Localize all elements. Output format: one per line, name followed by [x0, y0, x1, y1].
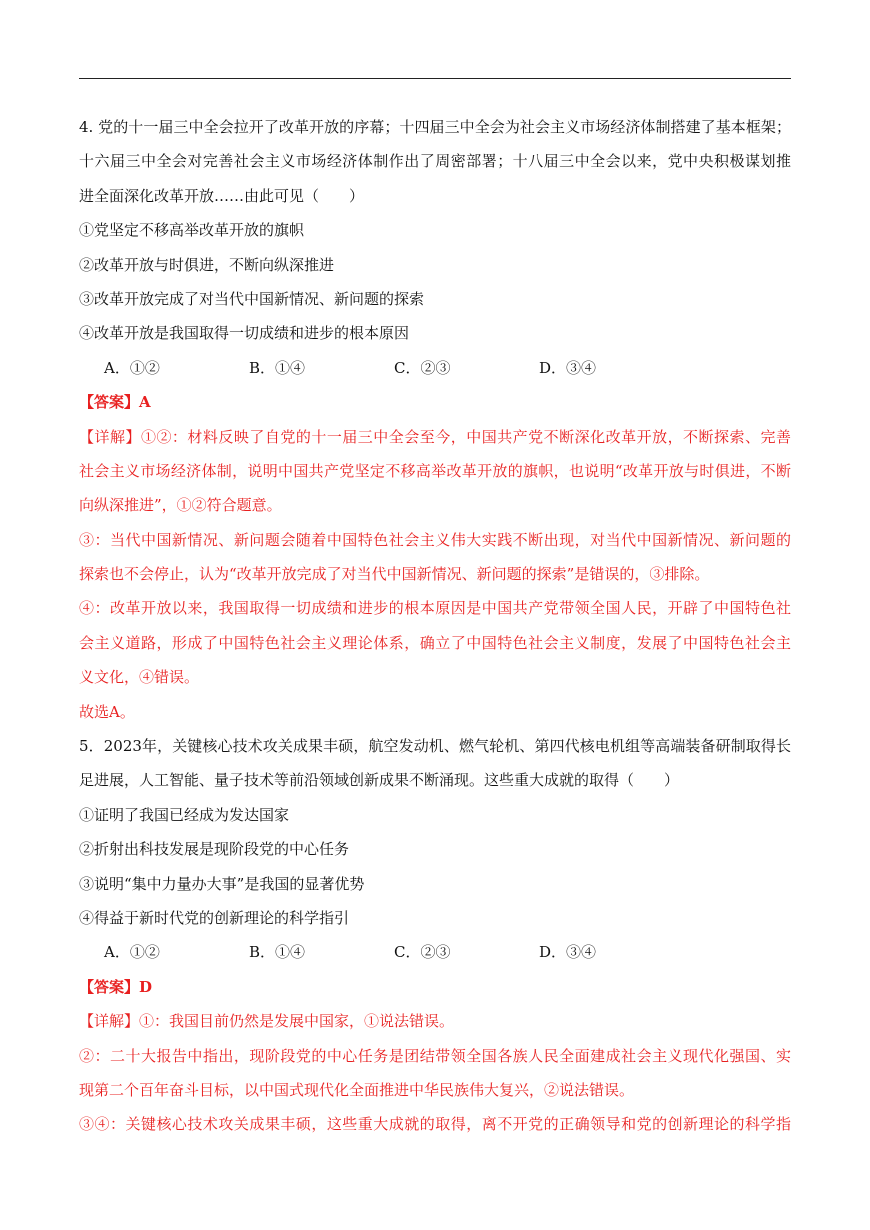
- q5-statement-3: ③说明“集中力量办大事”是我国的显著优势: [79, 874, 365, 893]
- page-content: [79, 110, 791, 1142]
- q4-stem-line: 4. 党的十一届三中全会拉开了改革开放的序幕；十四届三中全会为社会主义市场经济体制搭建了基本框架；: [79, 118, 791, 136]
- q4-answer: 【答案】A: [79, 393, 151, 412]
- q4-option-c: C．②③: [394, 358, 451, 377]
- q4-statement-2: ②改革开放与时俱进，不断向纵深推进: [79, 255, 335, 274]
- question-5: [79, 729, 791, 1142]
- q4-detail-line: 向纵深推进”，①②符合题意。: [79, 496, 282, 515]
- q4-option-d: D．③④: [539, 358, 597, 377]
- q5-stem-line: 足进展，人工智能、量子技术等前沿领域创新成果不断涌现。这些重大成就的取得（ ）: [79, 771, 680, 790]
- q5-stem-line: 5．2023年，关键核心技术攻关成果丰硕，航空发动机、燃气轮机、第四代核电机组等高端装备研制取得长: [79, 737, 791, 756]
- q5-statement-4: ④得益于新时代党的创新理论的科学指引: [79, 908, 350, 927]
- q5-option-d: D．③④: [539, 943, 597, 962]
- q5-detail-line: ②：二十大报告中指出，现阶段党的中心任务是团结带领全国各族人民全面建成社会主义现代化强国、实: [79, 1046, 791, 1065]
- q5-detail-line: 【详解】①：我国目前仍然是发展中国家，①说法错误。: [79, 1012, 455, 1031]
- q4-option-a: A．①②: [104, 358, 160, 377]
- q5-option-a: A．①②: [104, 943, 160, 962]
- q4-options: [79, 351, 791, 385]
- q5-statement-2: ②折射出科技发展是现阶段党的中心任务: [79, 840, 350, 859]
- q4-detail-line: 探索也不会停止，认为“改革开放完成了对当代中国新情况、新问题的探索”是错误的，③排除。: [79, 565, 710, 584]
- q5-answer: 【答案】D: [79, 977, 153, 996]
- q4-conclusion: 故选A。: [79, 702, 135, 721]
- q5-option-b: B．①④: [249, 943, 306, 962]
- q4-stem-line: 进全面深化改革开放……由此可见（ ）: [79, 186, 365, 205]
- q4-statement-4: ④改革开放是我国取得一切成绩和进步的根本原因: [79, 324, 410, 343]
- q4-stem-line: 十六届三中全会对完善社会主义市场经济体制作出了周密部署；十八届三中全会以来，党中央积极谋划推: [79, 152, 791, 171]
- q4-detail-line: 义文化，④错误。: [79, 668, 200, 687]
- q4-detail-line: ③：当代中国新情况、新问题会随着中国特色社会主义伟大实践不断出现，对当代中国新情况、新问题的: [79, 530, 791, 549]
- q4-detail-line: 会主义道路，形成了中国特色社会主义理论体系，确立了中国特色社会主义制度，发展了中国特色社会主: [79, 633, 791, 652]
- question-4: [79, 110, 791, 729]
- q4-detail-line: ④：改革开放以来，我国取得一切成绩和进步的根本原因是中国共产党带领全国人民，开辟了中国特色社: [79, 599, 791, 618]
- q4-option-b: B．①④: [249, 358, 306, 377]
- q4-statement-3: ③改革开放完成了对当代中国新情况、新问题的探索: [79, 289, 425, 308]
- q4-statement-1: ①党坚定不移高举改革开放的旗帜: [79, 221, 305, 240]
- header-rule: [79, 78, 791, 79]
- q5-option-c: C．②③: [394, 943, 451, 962]
- q5-options: [79, 935, 791, 969]
- q5-statement-1: ①证明了我国已经成为发达国家: [79, 805, 290, 824]
- q5-detail-line: 现第二个百年奋斗目标，以中国式现代化全面推进中华民族伟大复兴，②说法错误。: [79, 1080, 635, 1099]
- q4-detail-line: 社会主义市场经济体制，说明中国共产党坚定不移高举改革开放的旗帜，也说明“改革开放与时俱进，不断: [79, 461, 791, 480]
- q4-detail-line: 【详解】①②：材料反映了自党的十一届三中全会至今，中国共产党不断深化改革开放，不断探索、完善: [79, 427, 791, 446]
- q5-detail-line: ③④：关键核心技术攻关成果丰硕，这些重大成就的取得，离不开党的正确领导和党的创新理论的科学指: [79, 1115, 791, 1134]
